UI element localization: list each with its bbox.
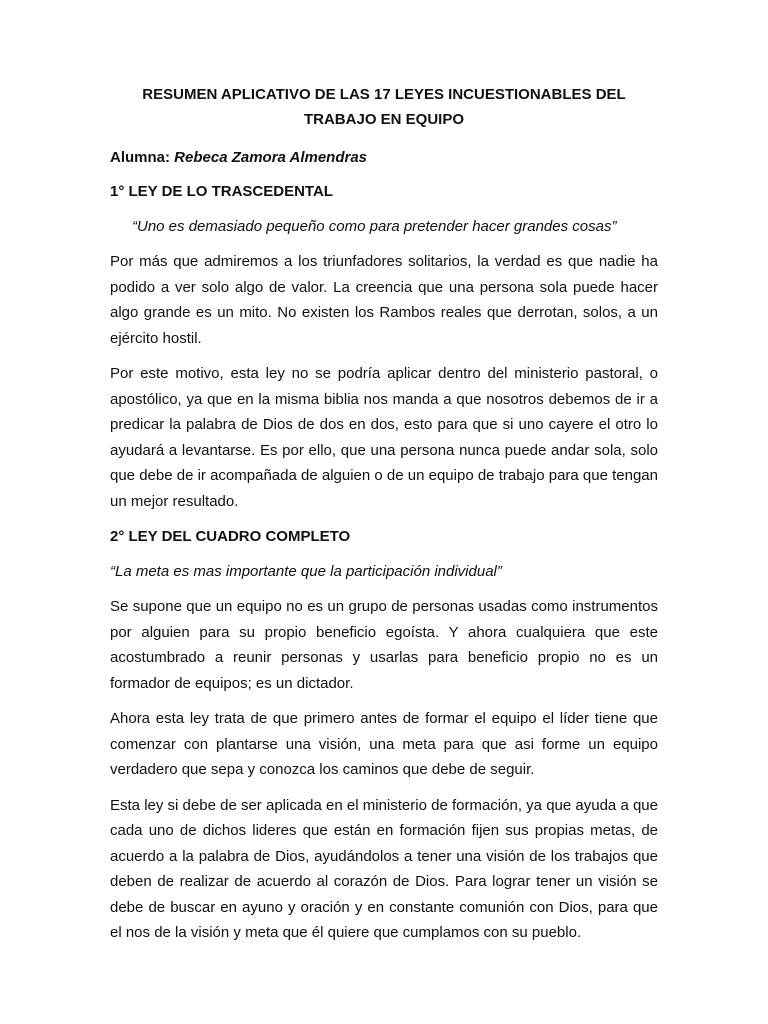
section-2-heading: 2° LEY DEL CUADRO COMPLETO: [110, 528, 351, 545]
section-1-paragraph-2: Por este motivo, esta ley no se podría aplicar dentro del ministerio pastoral, o apostólico, ya que en la misma biblia nos manda a que nosotros debemos de ir a predicar la palabra de Dios de dos en dos, esto para que si uno cayere el otro lo ayudará a levantarse. Es por ello, que una persona nunca puede andar sola, solo que debe de ir acompañada de alguien o de un equipo de trabajo para que tengan un mejor resultado.: [110, 365, 658, 510]
student-line: [110, 145, 658, 170]
document-title: RESUMEN APLICATIVO DE LAS 17 LEYES INCUESTIONABLES DEL TRABAJO EN EQUIPO: [142, 86, 626, 128]
document-content: [110, 82, 658, 956]
section-1-paragraph-1: Por más que admiremos a los triunfadores solitarios, la verdad es que nadie ha podido a ver solo algo de valor. La creencia que una persona sola puede hacer algo grande es un mito. No existen los Rambos reales que derrotan, solos, a un ejército hostil.: [110, 253, 658, 347]
section-1-heading: 1° LEY DE LO TRASCEDENTAL: [110, 183, 333, 200]
section-2-paragraph-3: Esta ley si debe de ser aplicada en el ministerio de formación, ya que ayuda a que cada uno de dichos lideres que están en formación fijen sus propias metas, de acuerdo a la palabra de Dios, ayudándolos a tener una visión de los trabajos que deben de realizar de acuerdo al corazón de Dios. Para lograr tener un visión se debe de buscar en ayuno y oración y en constante comunión con Dios, para que el nos de la visión y meta que él quiere que cumplamos con su pueblo.: [110, 796, 658, 941]
section-1-quote: “Uno es demasiado pequeño como para pretender hacer grandes cosas”: [132, 218, 617, 235]
student-label: Alumna:: [110, 149, 170, 166]
section-2-quote: “La meta es mas importante que la participación individual”: [110, 563, 502, 580]
section-2-paragraph-1: Se supone que un equipo no es un grupo de personas usadas como instrumentos por alguien para su propio beneficio egoísta. Y ahora cualquiera que este acostumbrado a reunir personas y usarlas para beneficio propio no es un formador de equipos; es un dictador.: [110, 598, 658, 692]
section-2-paragraph-2: Ahora esta ley trata de que primero antes de formar el equipo el líder tiene que comenzar con plantarse una visión, una meta para que asi forme un equipo verdadero que sepa y conozca los caminos que debe de seguir.: [110, 710, 658, 778]
student-name: Rebeca Zamora Almendras: [174, 149, 368, 166]
